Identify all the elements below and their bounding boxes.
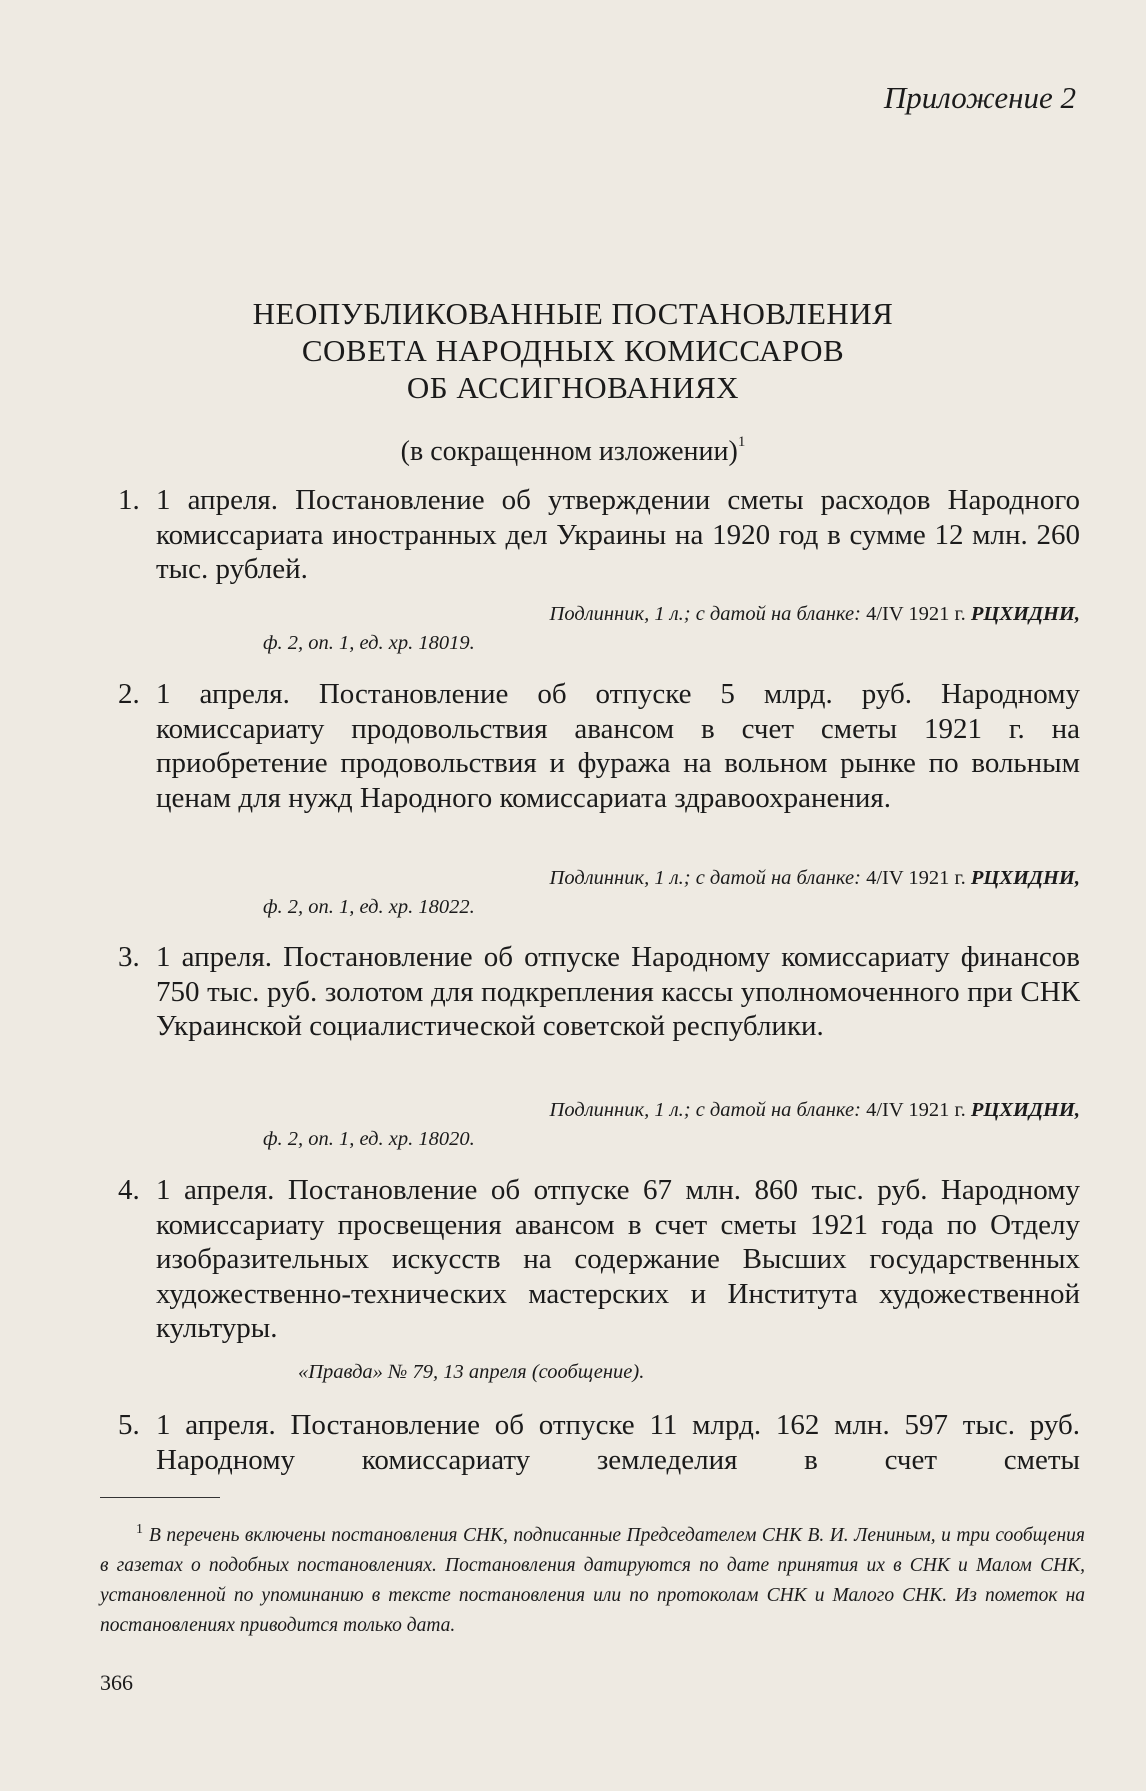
footnote-mark: 1 bbox=[136, 1522, 143, 1537]
resolution-entry-3 bbox=[118, 940, 1080, 1044]
source-archive: РЦХИДНИ, bbox=[970, 867, 1080, 889]
source-date: 4/IV 1921 г. bbox=[866, 603, 966, 625]
entry-number: 4. bbox=[118, 1174, 140, 1206]
footnote-reference: 1 bbox=[737, 434, 746, 450]
entry-source-3 bbox=[258, 1096, 1080, 1154]
source-text: «Правда» № 79, 13 апреля (сообщение). bbox=[298, 1361, 645, 1383]
footnote bbox=[100, 1515, 1085, 1641]
resolution-entry-5 bbox=[118, 1408, 1080, 1477]
source-ref: ф. 2, оп. 1, ед. хр. 18022. bbox=[263, 896, 475, 918]
entry-text: 1 апреля. Постановление об отпуске 67 млн. 860 тыс. руб. Народному комиссариату просвещения авансом в счет сметы 1921 года по Отделу изобразительных искусств на содержание Высших государственных художественно-технических мастерских и Института художественной культуры. bbox=[156, 1174, 1080, 1344]
entry-number: 3. bbox=[118, 941, 140, 973]
entry-source-4 bbox=[298, 1358, 644, 1387]
entry-text: 1 апреля. Постановление об отпуске Народному комиссариату финансов 750 тыс. руб. золотом для подкрепления кассы уполномоченного при СНК Украинской социалистической советской республики. bbox=[156, 941, 1080, 1042]
source-date: 4/IV 1921 г. bbox=[866, 867, 966, 889]
source-kind: Подлинник, 1 л.; с датой на бланке: bbox=[549, 1099, 861, 1121]
entry-text: 1 апреля. Постановление об отпуске 5 млрд. руб. Народному комиссариату продовольствия авансом в счет сметы 1921 г. на приобретение продовольствия и фуража на вольном рынке по вольным ценам для нужд Народного комиссариата здравоохранения. bbox=[156, 678, 1080, 814]
resolution-entry-4 bbox=[118, 1173, 1080, 1346]
subtitle-text: (в сокращенном изложении) bbox=[400, 436, 738, 467]
source-archive: РЦХИДНИ, bbox=[970, 603, 1080, 625]
source-archive: РЦХИДНИ, bbox=[970, 1099, 1080, 1121]
document-subtitle bbox=[0, 425, 1146, 469]
entry-source-2 bbox=[258, 864, 1080, 922]
page-number: 366 bbox=[100, 1670, 133, 1695]
source-kind: Подлинник, 1 л.; с датой на бланке: bbox=[549, 867, 861, 889]
title-line: СОВЕТА НАРОДНЫХ КОМИССАРОВ bbox=[301, 333, 845, 368]
footnote-text: В перечень включены постановления СНК, подписанные Председателем СНК В. И. Лениным, и три сообщения в газетах о подобных постановлениях. Постановления датируются по дате принятия их в СНК и Малом СНК, установленной по упоминанию в тексте постановления или по протоколам СНК и Малого СНК. Из пометок на постановлениях приводится только дата. bbox=[100, 1525, 1085, 1636]
footnote-divider bbox=[100, 1497, 220, 1498]
resolution-entry-2 bbox=[118, 677, 1080, 815]
source-ref: ф. 2, оп. 1, ед. хр. 18019. bbox=[263, 632, 475, 654]
entry-text: 1 апреля. Постановление об утверждении сметы расходов Народного комиссариата иностранных дел Украины на 1920 год в сумме 12 млн. 260 тыс. рублей. bbox=[156, 484, 1080, 585]
entry-text: 1 апреля. Постановление об отпуске 11 млрд. 162 млн. 597 тыс. руб. Народному комиссариату земледелия в счет сметы bbox=[156, 1409, 1080, 1476]
appendix-label: Приложение 2 bbox=[883, 80, 1076, 115]
entry-source-1 bbox=[258, 600, 1080, 658]
title-line: НЕОПУБЛИКОВАННЫЕ ПОСТАНОВЛЕНИЯ bbox=[252, 296, 894, 331]
entry-number: 5. bbox=[118, 1409, 140, 1441]
document-title bbox=[0, 295, 1146, 406]
source-kind: Подлинник, 1 л.; с датой на бланке: bbox=[549, 603, 861, 625]
resolution-entry-1 bbox=[118, 483, 1080, 587]
entry-number: 1. bbox=[118, 484, 140, 516]
source-ref: ф. 2, оп. 1, ед. хр. 18020. bbox=[263, 1128, 475, 1150]
title-line: ОБ АССИГНОВАНИЯХ bbox=[406, 370, 740, 405]
source-date: 4/IV 1921 г. bbox=[866, 1099, 966, 1121]
entry-number: 2. bbox=[118, 678, 140, 710]
